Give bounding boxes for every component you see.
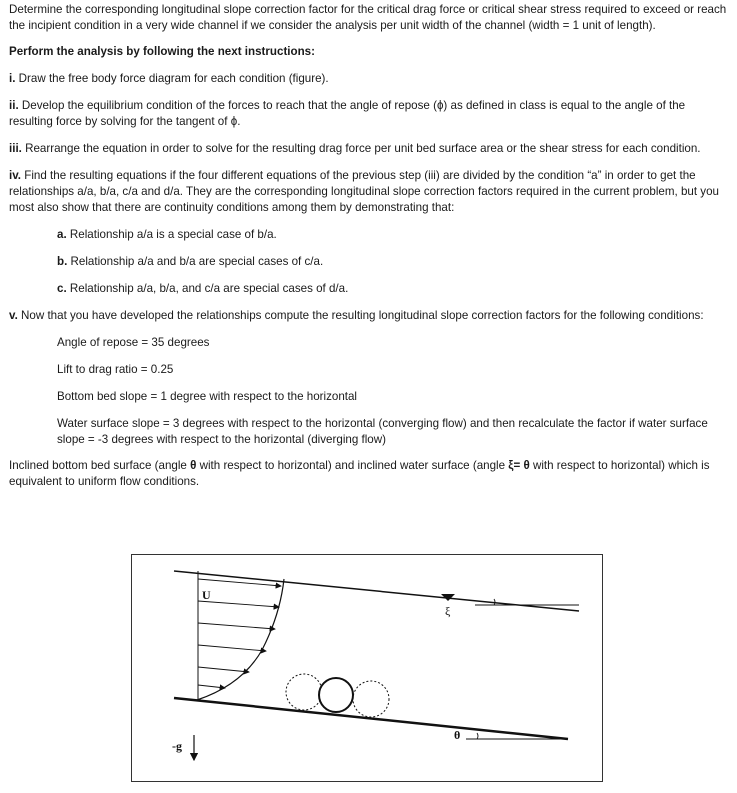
channel-figure (131, 554, 603, 782)
step-text: Develop the equilibrium condition of the forces to reach that the angle of repose (ϕ) as defined in class is equal to the angle of the resulting force by solving for the tangent of ϕ. (9, 99, 686, 128)
relationship-letter: c. (57, 282, 67, 295)
final-text: with respect to horizontal) which is equivalent to uniform flow conditions. (9, 459, 710, 488)
sediment-particle (319, 678, 353, 712)
step-number: v. (9, 309, 18, 322)
sediment-particle-dashed (353, 681, 389, 717)
step-number: ii. (9, 99, 19, 112)
step-iii (9, 141, 731, 157)
condition-repose: Angle of repose = 35 degrees (57, 336, 210, 349)
theta-label: θ (454, 728, 461, 742)
relationship-letter: a. (57, 228, 67, 241)
velocity-arrow (198, 623, 275, 629)
sediment-particle-dashed (286, 674, 322, 710)
relationship-text: Relationship a/a is a special case of b/a. (66, 228, 277, 241)
velocity-label: U (202, 588, 211, 602)
xi-theta-symbol: ξ= θ (508, 459, 530, 472)
relationship-c (9, 281, 731, 297)
document-body (9, 2, 731, 490)
step-number: iii. (9, 142, 22, 155)
bed-line (174, 698, 568, 739)
relationship-text: Relationship a/a and b/a are special cases of c/a. (67, 255, 324, 268)
step-number: i. (9, 72, 16, 85)
gravity-label: -g (172, 739, 182, 753)
final-text: with respect to horizontal) and inclined water surface (angle (196, 459, 509, 472)
condition-water-slope: Water surface slope = 3 degrees with respect to the horizontal (converging flow) and then recalculate the factor if water surface slope = -3 degrees with respect to the horizontal (diverging flow) (57, 417, 708, 446)
velocity-arrow (198, 667, 249, 672)
step-text: Now that you have developed the relationships compute the resulting longitudinal slope correction factors for the following conditions: (17, 309, 704, 322)
final-text: Inclined bottom bed surface (angle (9, 459, 191, 472)
xi-label: ξ (445, 604, 451, 618)
relationship-a (9, 227, 731, 243)
relationship-letter: b. (57, 255, 68, 268)
step-iv (9, 168, 731, 216)
intro-paragraph: Determine the corresponding longitudinal slope correction factor for the critical drag force or critical shear stress required to exceed or reach the incipient condition in a very wide channel if we consider the analysis per unit width of the channel (width = 1 unit of length). (9, 3, 727, 32)
relationship-b (9, 254, 731, 270)
channel-diagram (132, 555, 602, 781)
theta-angle-arc (477, 733, 478, 739)
step-v (9, 308, 731, 324)
step-number: iv. (9, 169, 22, 182)
theta-symbol: θ (190, 459, 197, 472)
step-text: Find the resulting equations if the four different equations of the previous step (iii) are divided by the condition “a” in order to get the relationships a/a, b/a, c/a and d/a. They are the corresponding longitudinal slope correction factors required in the current problem, but you most also show that there are continuity conditions among them by demonstrating that: (9, 169, 719, 214)
velocity-arrow (198, 685, 225, 688)
step-ii (9, 98, 731, 130)
step-text: Draw the free body force diagram for each condition (figure). (15, 72, 329, 85)
relationship-text: Relationship a/a, b/a, and c/a are special cases of d/a. (66, 282, 349, 295)
condition-lift-drag: Lift to drag ratio = 0.25 (57, 363, 174, 376)
velocity-arrow (198, 645, 266, 651)
instructions-heading: Perform the analysis by following the next instructions: (9, 45, 315, 58)
condition-bed-slope: Bottom bed slope = 1 degree with respect to the horizontal (57, 390, 358, 403)
step-i (9, 71, 731, 87)
final-paragraph (9, 458, 731, 490)
step-text: Rearrange the equation in order to solve for the resulting drag force per unit bed surface area or the shear stress for each condition. (21, 142, 701, 155)
